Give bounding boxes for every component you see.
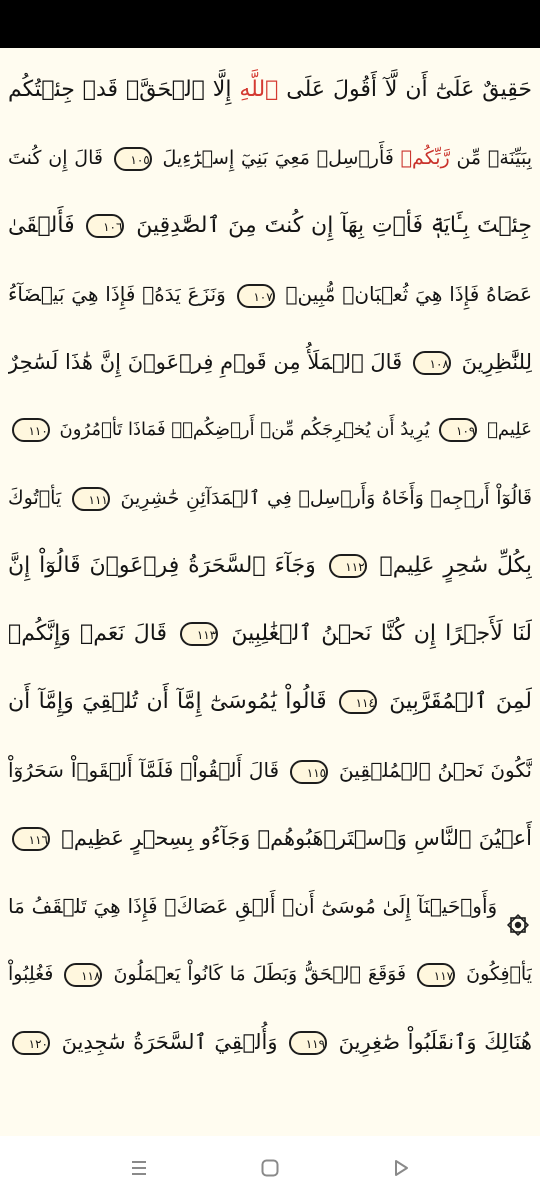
ayah-number-marker: ١٠٩: [439, 418, 477, 442]
verse-text: فَغُلِبُواْ: [8, 963, 61, 985]
verse-text: لَنَا لَأَجۡرًا إِن كُنَّا نَحۡنُ ٱلۡغَٰلِبِينَ: [222, 621, 532, 646]
verse-text: قَالُوٓاْ أَرۡجِهۡ وَأَخَاهُ وَأَرۡسِلۡ فِي ٱلۡمَدَآئِنِ حَٰشِرِينَ: [113, 487, 532, 509]
verse-text: عَصَاهُ فَإِذَا هِيَ ثُعۡبَانٞ مُّبِينٞ: [278, 282, 532, 306]
verse-line: [8, 124, 532, 192]
home-icon[interactable]: [256, 1154, 284, 1182]
ayah-number-marker: ١١٢: [329, 554, 367, 578]
verse-text: هُنَالِكَ وَٱنقَلَبُواْ صَٰغِرِينَ: [331, 1030, 532, 1054]
verse-text: قَالَ نَعَمۡ وَإِنَّكُمۡ: [8, 621, 177, 646]
verse-text: يَأۡتُوكَ: [8, 487, 68, 509]
ayah-number-marker: ١٢٠: [12, 1031, 50, 1055]
divine-name-text: ٱللَّهِ: [239, 77, 279, 102]
verse-text: قَالَ ٱلۡمَلَأُ مِن قَوۡمِ فِرۡعَوۡنَ إِنَّ هَٰذَا لَسَٰحِرٌ: [8, 350, 409, 374]
verse-text: إِلَّا ٱلۡحَقَّۚ قَدۡ جِئۡتُكُم: [8, 77, 240, 102]
quran-page[interactable]: [0, 48, 540, 1136]
verse-line: [8, 1008, 532, 1076]
verse-text: وَنَزَعَ يَدَهُۥ فَإِذَا هِيَ بَيۡضَآءُ: [8, 282, 233, 306]
verse-line: [8, 872, 532, 940]
verse-text: لِلنَّٰظِرِينَ: [454, 350, 532, 374]
verse-text: وَأُلۡقِيَ ٱلسَّحَرَةُ سَٰجِدِينَ: [54, 1030, 286, 1054]
highlighted-word: رَّبِّكُمۡ: [400, 147, 450, 169]
verse-line: [8, 668, 532, 736]
verse-text: لَمِنَ ٱلۡمُقَرَّبِينَ: [380, 689, 532, 714]
verse-text: أَعۡيُنَ ٱلنَّاسِ وَٱسۡتَرۡهَبُوهُمۡ وَجَآءُو بِسِحۡرٍ عَظِيمٖ: [54, 826, 532, 850]
ayah-number-marker: ١١٥: [290, 760, 328, 784]
verse-text: قَالُواْ يَٰمُوسَىٰٓ إِمَّآ أَن تُلۡقِيَ وَإِمَّآ أَن: [8, 689, 335, 714]
ayah-number-marker: ١١١: [72, 487, 110, 511]
ayah-number-marker: ١١٠: [12, 418, 50, 442]
ayah-number-marker: ١٠٥: [114, 147, 152, 171]
verse-text: بِكُلِّ سَٰحِرٍ عَلِيمٖ: [370, 553, 532, 578]
verse-text: وَجَآءَ ٱلسَّحَرَةُ فِرۡعَوۡنَ قَالُوٓاْ إِنَّ: [8, 553, 325, 578]
verse-text: وَأَوۡحَيۡنَآ إِلَىٰ مُوسَىٰٓ أَنۡ أَلۡقِ عَصَاكَۖ فَإِذَا هِيَ تَلۡقَفُ مَا: [8, 894, 504, 918]
verse-text: نَّكُونَ نَحۡنُ ٱلۡمُلۡقِينَ: [332, 758, 532, 782]
verse-text: بِبَيِّنَةٖ مِّن: [449, 147, 532, 169]
verse-line: [8, 328, 532, 396]
ayah-number-marker: ١١٨: [64, 963, 102, 987]
verse-text: قَالَ إِن كُنتَ: [8, 147, 110, 169]
ayah-number-marker: ١١٣: [180, 622, 218, 646]
verse-text: جِئۡتَ بِـَٔايَةٖ فَأۡتِ بِهَآ إِن كُنتَ مِنَ ٱلصَّٰدِقِينَ: [128, 213, 532, 238]
ayah-number-marker: ١٠٦: [86, 214, 124, 238]
verse-line: [8, 192, 532, 260]
hizb-marker-icon: [506, 896, 530, 920]
verse-text: يُرِيدُ أَن يُخۡرِجَكُم مِّنۡ أَرۡضِكُمۡۖ فَمَاذَا تَأۡمُرُونَ: [53, 419, 436, 440]
ayah-number-marker: ١١٧: [417, 963, 455, 987]
back-icon[interactable]: [387, 1154, 415, 1182]
verse-line: [8, 940, 532, 1008]
ayah-number-marker: ١١٩: [289, 1031, 327, 1055]
verse-line: [8, 804, 532, 872]
verse-text: حَقِيقٌ عَلَىٰٓ أَن لَّآ أَقُولَ عَلَى: [278, 77, 532, 102]
verse-line: [8, 532, 532, 600]
verse-line: [8, 464, 532, 532]
verse-line: [8, 260, 532, 328]
verse-text: قَالَ أَلۡقُواْۖ فَلَمَّآ أَلۡقَوۡاْ سَحَرُوٓاْ: [8, 758, 287, 782]
verse-text: يَأۡفِكُونَ: [459, 963, 532, 985]
ayah-number-marker: ١٠٨: [413, 351, 451, 375]
recent-apps-icon[interactable]: [125, 1154, 153, 1182]
verse-text: عَلِيمٞ: [481, 419, 532, 440]
status-bar: [0, 0, 540, 48]
verse-line: [8, 736, 532, 804]
verse-line: [8, 56, 532, 124]
verse-text: فَأَلۡقَىٰ: [8, 213, 83, 238]
verse-line: [8, 396, 532, 464]
ayah-number-marker: ١١٦: [12, 827, 50, 851]
verse-text: فَوَقَعَ ٱلۡحَقُّ وَبَطَلَ مَا كَانُواْ يَعۡمَلُونَ: [106, 963, 414, 985]
verse-line: [8, 600, 532, 668]
verse-text: فَأَرۡسِلۡ مَعِيَ بَنِيٓ إِسۡرَٰٓءِيلَ: [155, 147, 401, 169]
navigation-bar: [0, 1136, 540, 1200]
ayah-number-marker: ١١٤: [339, 690, 377, 714]
ayah-number-marker: ١٠٧: [237, 284, 275, 308]
